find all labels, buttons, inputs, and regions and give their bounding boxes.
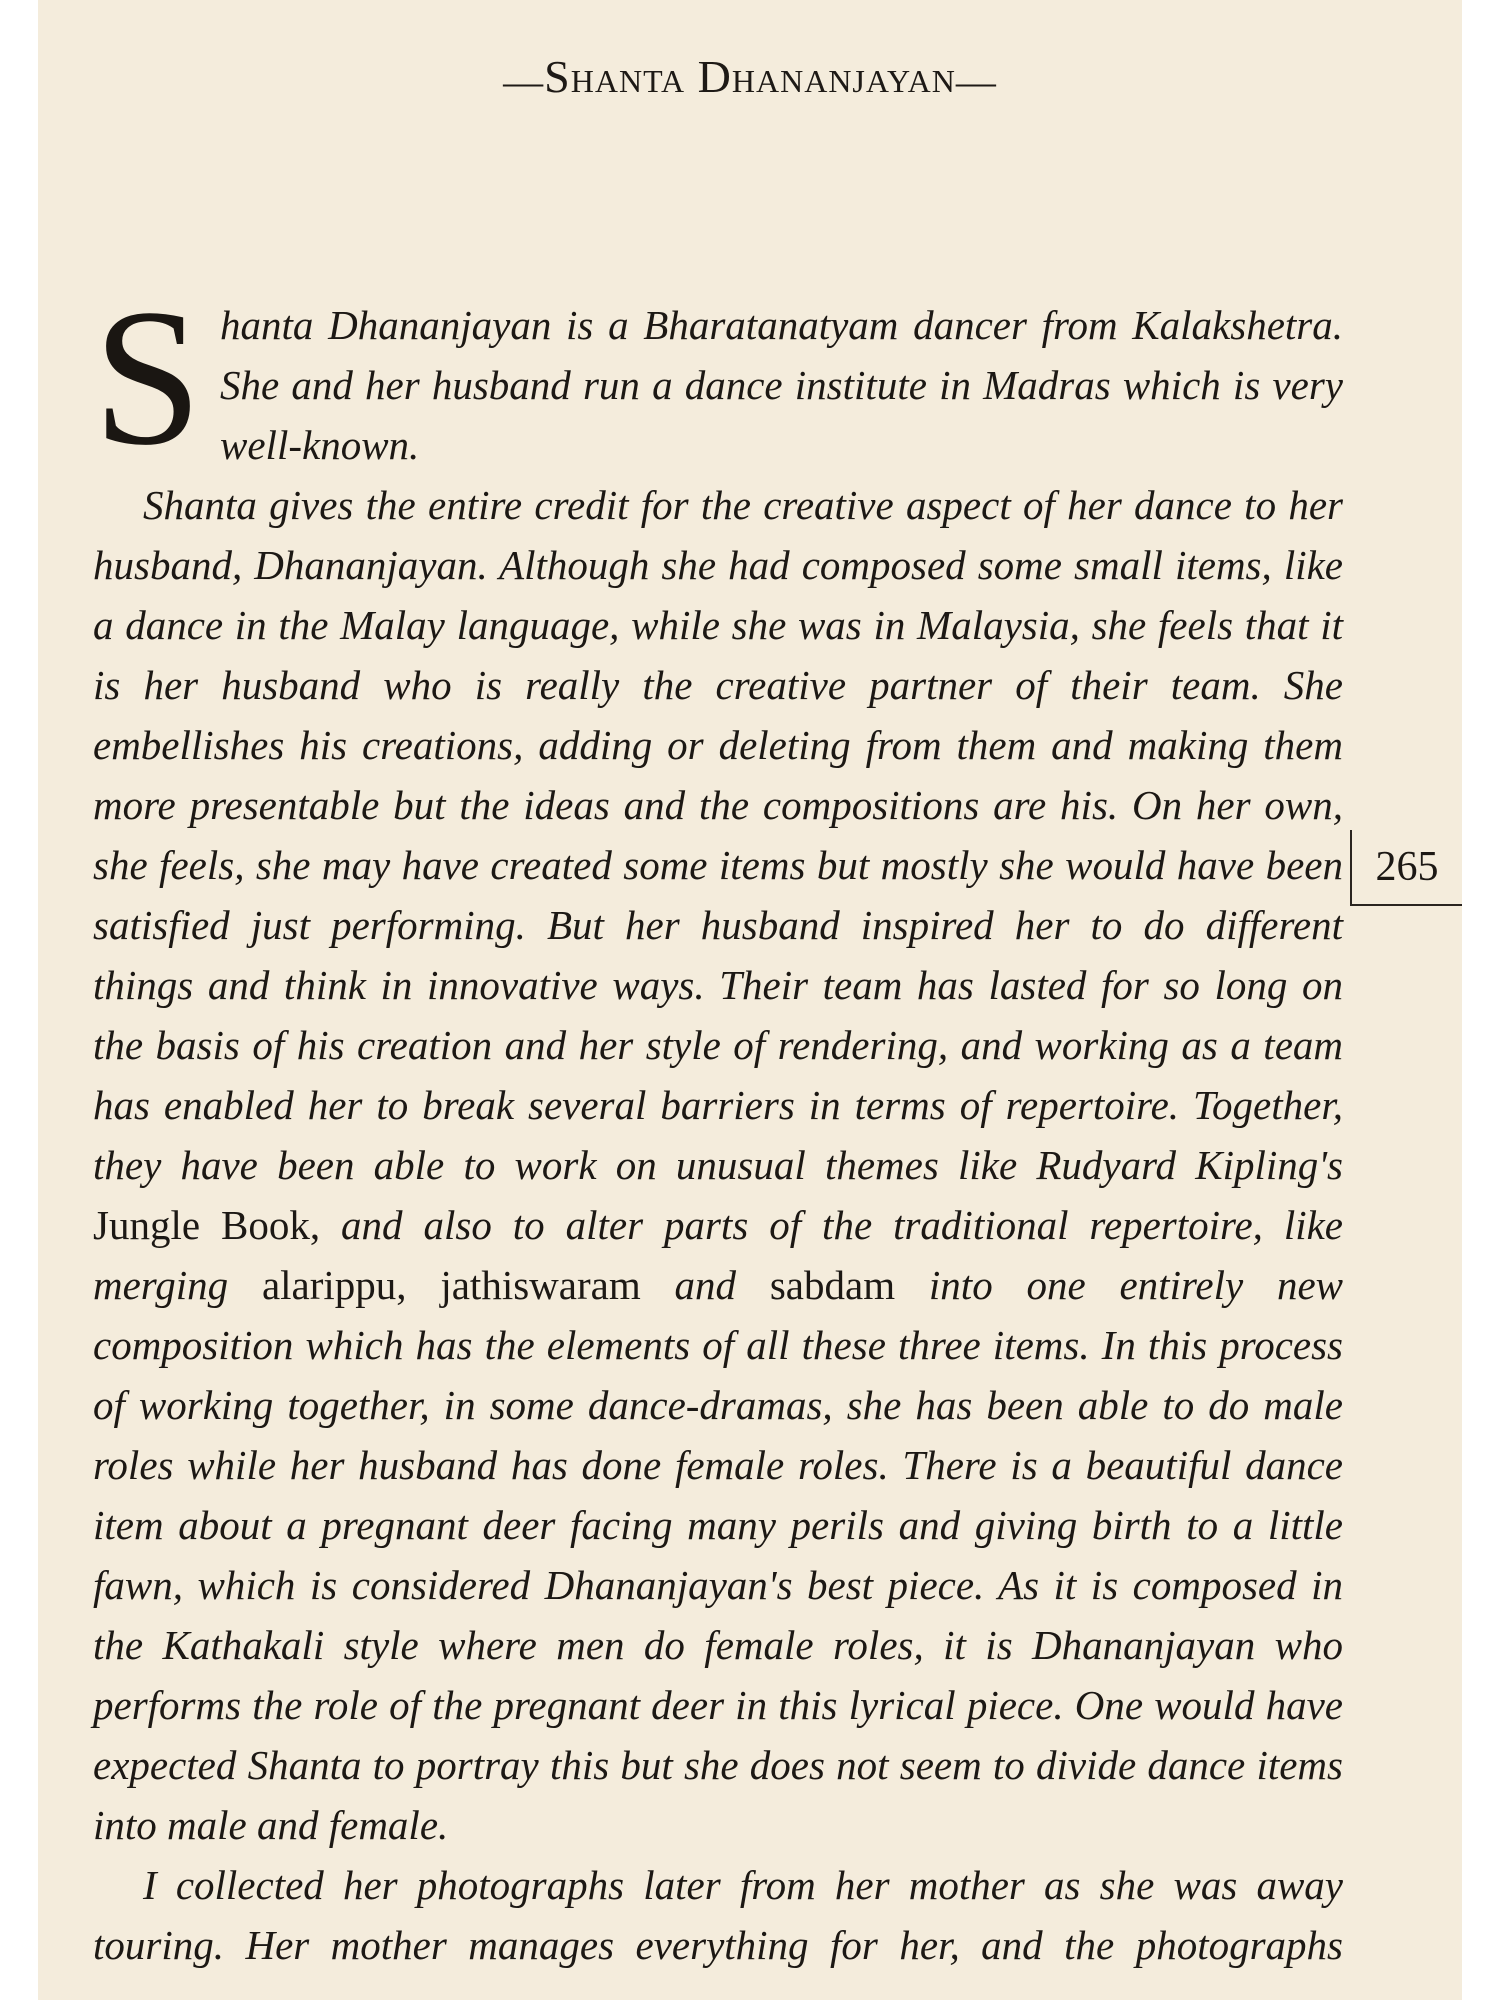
body-text: [93, 269, 1344, 1975]
paragraph-2-part-4: into one entirely new composition which has the elements of all these three items. In this process of working together, in some dance-dramas, she has been able to do male roles while her husband has done female roles. There is a beautiful dance item about a pregnant deer facing many perils and giving birth to a little fawn, which is considered Dhananjayan's best piece. As it is composed in the Kathakali style where men do female roles, it is Dhananjayan who performs the role of the pregnant deer in this lyrical piece. One would have expected Shanta to portray this but she does not seem to divide dance items into male and female.: [93, 1262, 1344, 1848]
drop-cap: S: [93, 269, 203, 486]
book-title: Jungle Book,: [93, 1202, 321, 1248]
paragraph-2: [93, 475, 1343, 1855]
paragraph-3: [93, 1855, 1343, 1975]
running-head-right-dash: —: [955, 58, 997, 104]
paragraph-2-part-1: Shanta gives the entire credit for the creative aspect of her dance to her husband, Dhananjayan. Although she had composed some small items, like a dance in the Malay language, while she was in Malaysia, she feels that it is her husband who is really the creative partner of their team. She embellishes his creations, adding or deleting from them and making them more presentable but the ideas and the compositions are his. On her own, she feels, she may have created some items but mostly she would have been satisfied just performing. But her husband inspired her to do different things and think in innovative ways. Their team has lasted for so long on the basis of his creation and her style of rendering, and working as a team has enabled her to break several barriers in terms of repertoire. Together, they have been able to work on unusual themes like Rudyard Kipling's: [93, 482, 1343, 1188]
paragraph-3-text: I collected her photographs later from her mother as she was away touring. Her mother manages everything for her, and the photographs: [93, 1862, 1343, 1968]
running-head-title: Shanta Dhananjayan: [544, 51, 956, 102]
term-sabdam: sabdam: [769, 1262, 896, 1308]
paragraph-2-part-2: and also to alter parts of the traditional repertoire, like merging: [93, 1202, 1344, 1308]
term-alarippu-jathiswaram: alarippu, jathiswaram: [261, 1262, 641, 1308]
page-number-box: [1350, 830, 1462, 906]
paragraph-2-part-3: and: [674, 1262, 737, 1308]
intro-paragraph: [93, 269, 1343, 486]
intro-text: hanta Dhananjayan is a Bharatanatyam dancer from Kalakshetra. She and her husband run a dance institute in Madras which is very well-known.: [220, 302, 1343, 468]
book-page: [38, 0, 1462, 2000]
running-head: [38, 50, 1462, 105]
page-number: 265: [1375, 844, 1439, 890]
running-head-left-dash: —: [503, 58, 545, 104]
